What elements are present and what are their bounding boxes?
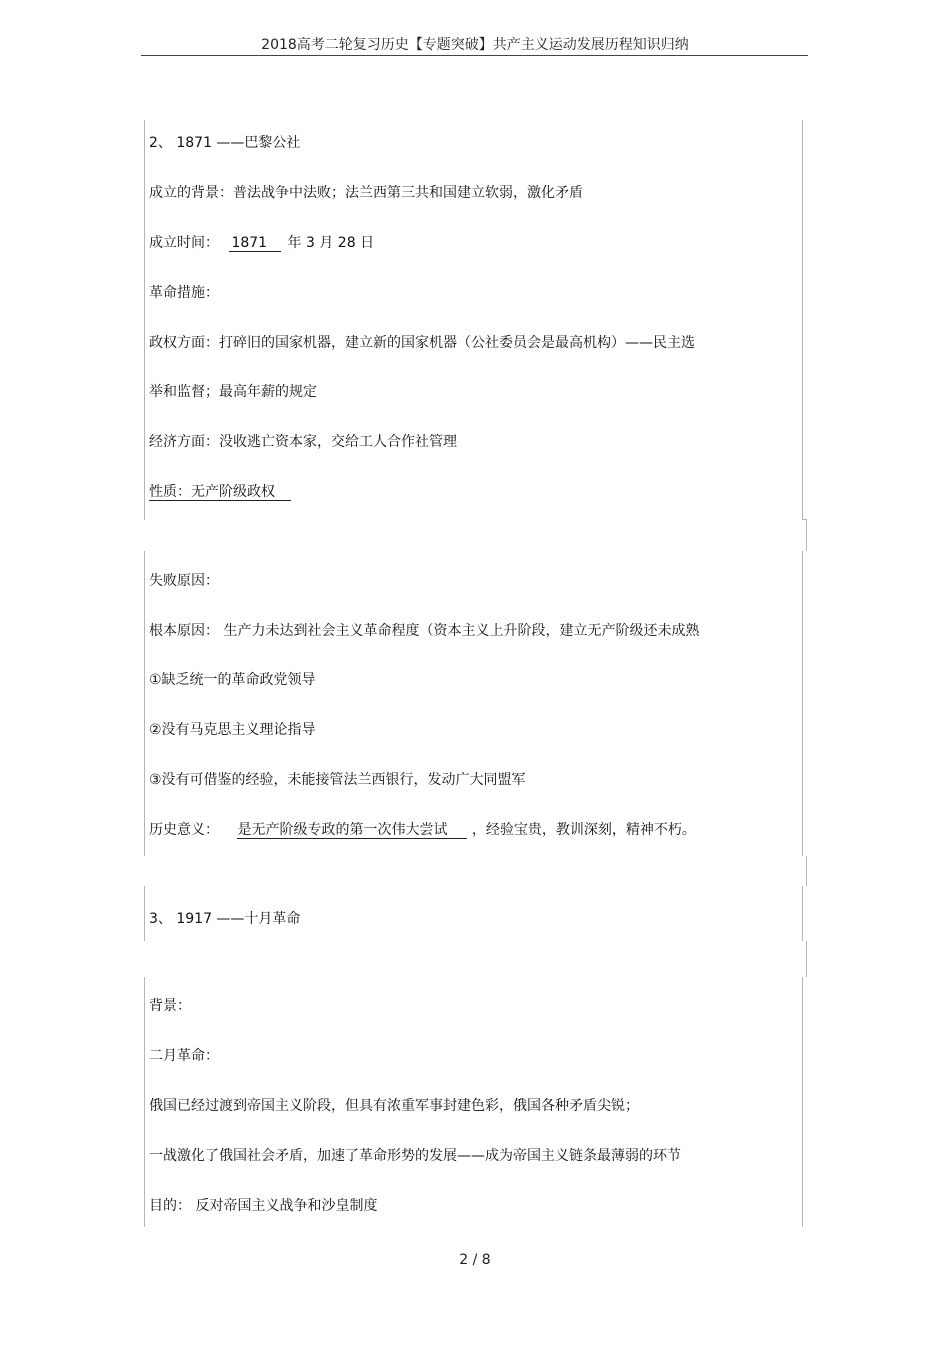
founding-year: 1871: [231, 235, 268, 251]
page-number: 2 / 8: [459, 1252, 491, 1268]
section-heading-paris-commune: 2、 1871 ——巴黎公社: [149, 135, 301, 151]
significance-line: [149, 821, 696, 839]
frame-left-3: [144, 886, 145, 941]
frame-left-2: [144, 551, 145, 856]
february-revolution-label: 二月革命：: [149, 1048, 219, 1064]
section-heading-october-revolution: 3、 1917 ——十月革命: [149, 911, 301, 927]
significance-label: 历史意义：: [149, 822, 219, 838]
nature-line: [149, 483, 291, 501]
measures-label: 革命措施：: [149, 285, 219, 301]
page-header-title: 2018高考二轮复习历史【专题突破】共产主义运动发展历程知识归纳: [261, 37, 689, 53]
economic-measures: 经济方面：没收逃亡资本家，交给工人合作社管理: [149, 434, 457, 450]
founding-time-label: 成立时间：: [149, 235, 219, 251]
header-rule: [141, 55, 808, 56]
significance-underlined: 是无产阶级专政的第一次伟大尝试: [237, 822, 467, 839]
october-background-1: 俄国已经过渡到帝国主义阶段，但具有浓重军事封建色彩，俄国各种矛盾尖锐；: [149, 1098, 639, 1114]
root-cause: 根本原因： 生产力未达到社会主义革命程度（资本主义上升阶段，建立无产阶级还未成熟: [149, 623, 700, 639]
frame-left-1: [144, 120, 145, 520]
nature-text: 性质：无产阶级政权: [149, 484, 291, 501]
october-purpose: 目的： 反对帝国主义战争和沙皇制度: [149, 1198, 378, 1214]
october-background-label: 背景：: [149, 998, 191, 1014]
frame-right-6: [806, 941, 807, 977]
frame-right-2: [806, 519, 807, 551]
frame-right-4: [806, 856, 807, 886]
frame-right-1: [802, 120, 803, 520]
frame-right-3: [802, 551, 803, 856]
frame-left-4: [144, 977, 145, 1227]
cause-item-3: ③没有可借鉴的经验，未能接管法兰西银行，发动广大同盟军: [149, 772, 526, 788]
significance-rest: ，经验宝贵，教训深刻，精神不朽。: [471, 822, 696, 838]
founding-date-rest: 年 3 月 28 日: [287, 235, 375, 251]
political-measures-1: 政权方面：打碎旧的国家机器，建立新的国家机器（公社委员会是最高机构）——民主选: [149, 335, 695, 351]
background-text: 成立的背景：普法战争中法败；法兰西第三共和国建立软弱，激化矛盾: [149, 185, 583, 201]
founding-time-line: [149, 234, 374, 252]
cause-item-2: ②没有马克思主义理论指导: [149, 722, 316, 738]
frame-right-7: [802, 977, 803, 1227]
frame-right-5: [802, 886, 803, 941]
political-measures-2: 举和监督；最高年薪的规定: [149, 384, 317, 400]
cause-item-1: ①缺乏统一的革命政党领导: [149, 672, 316, 688]
october-background-2: 一战激化了俄国社会矛盾，加速了革命形势的发展——成为帝国主义链条最薄弱的环节: [149, 1148, 681, 1164]
failure-label: 失败原因：: [149, 573, 219, 589]
founding-year-blank: [229, 235, 281, 252]
